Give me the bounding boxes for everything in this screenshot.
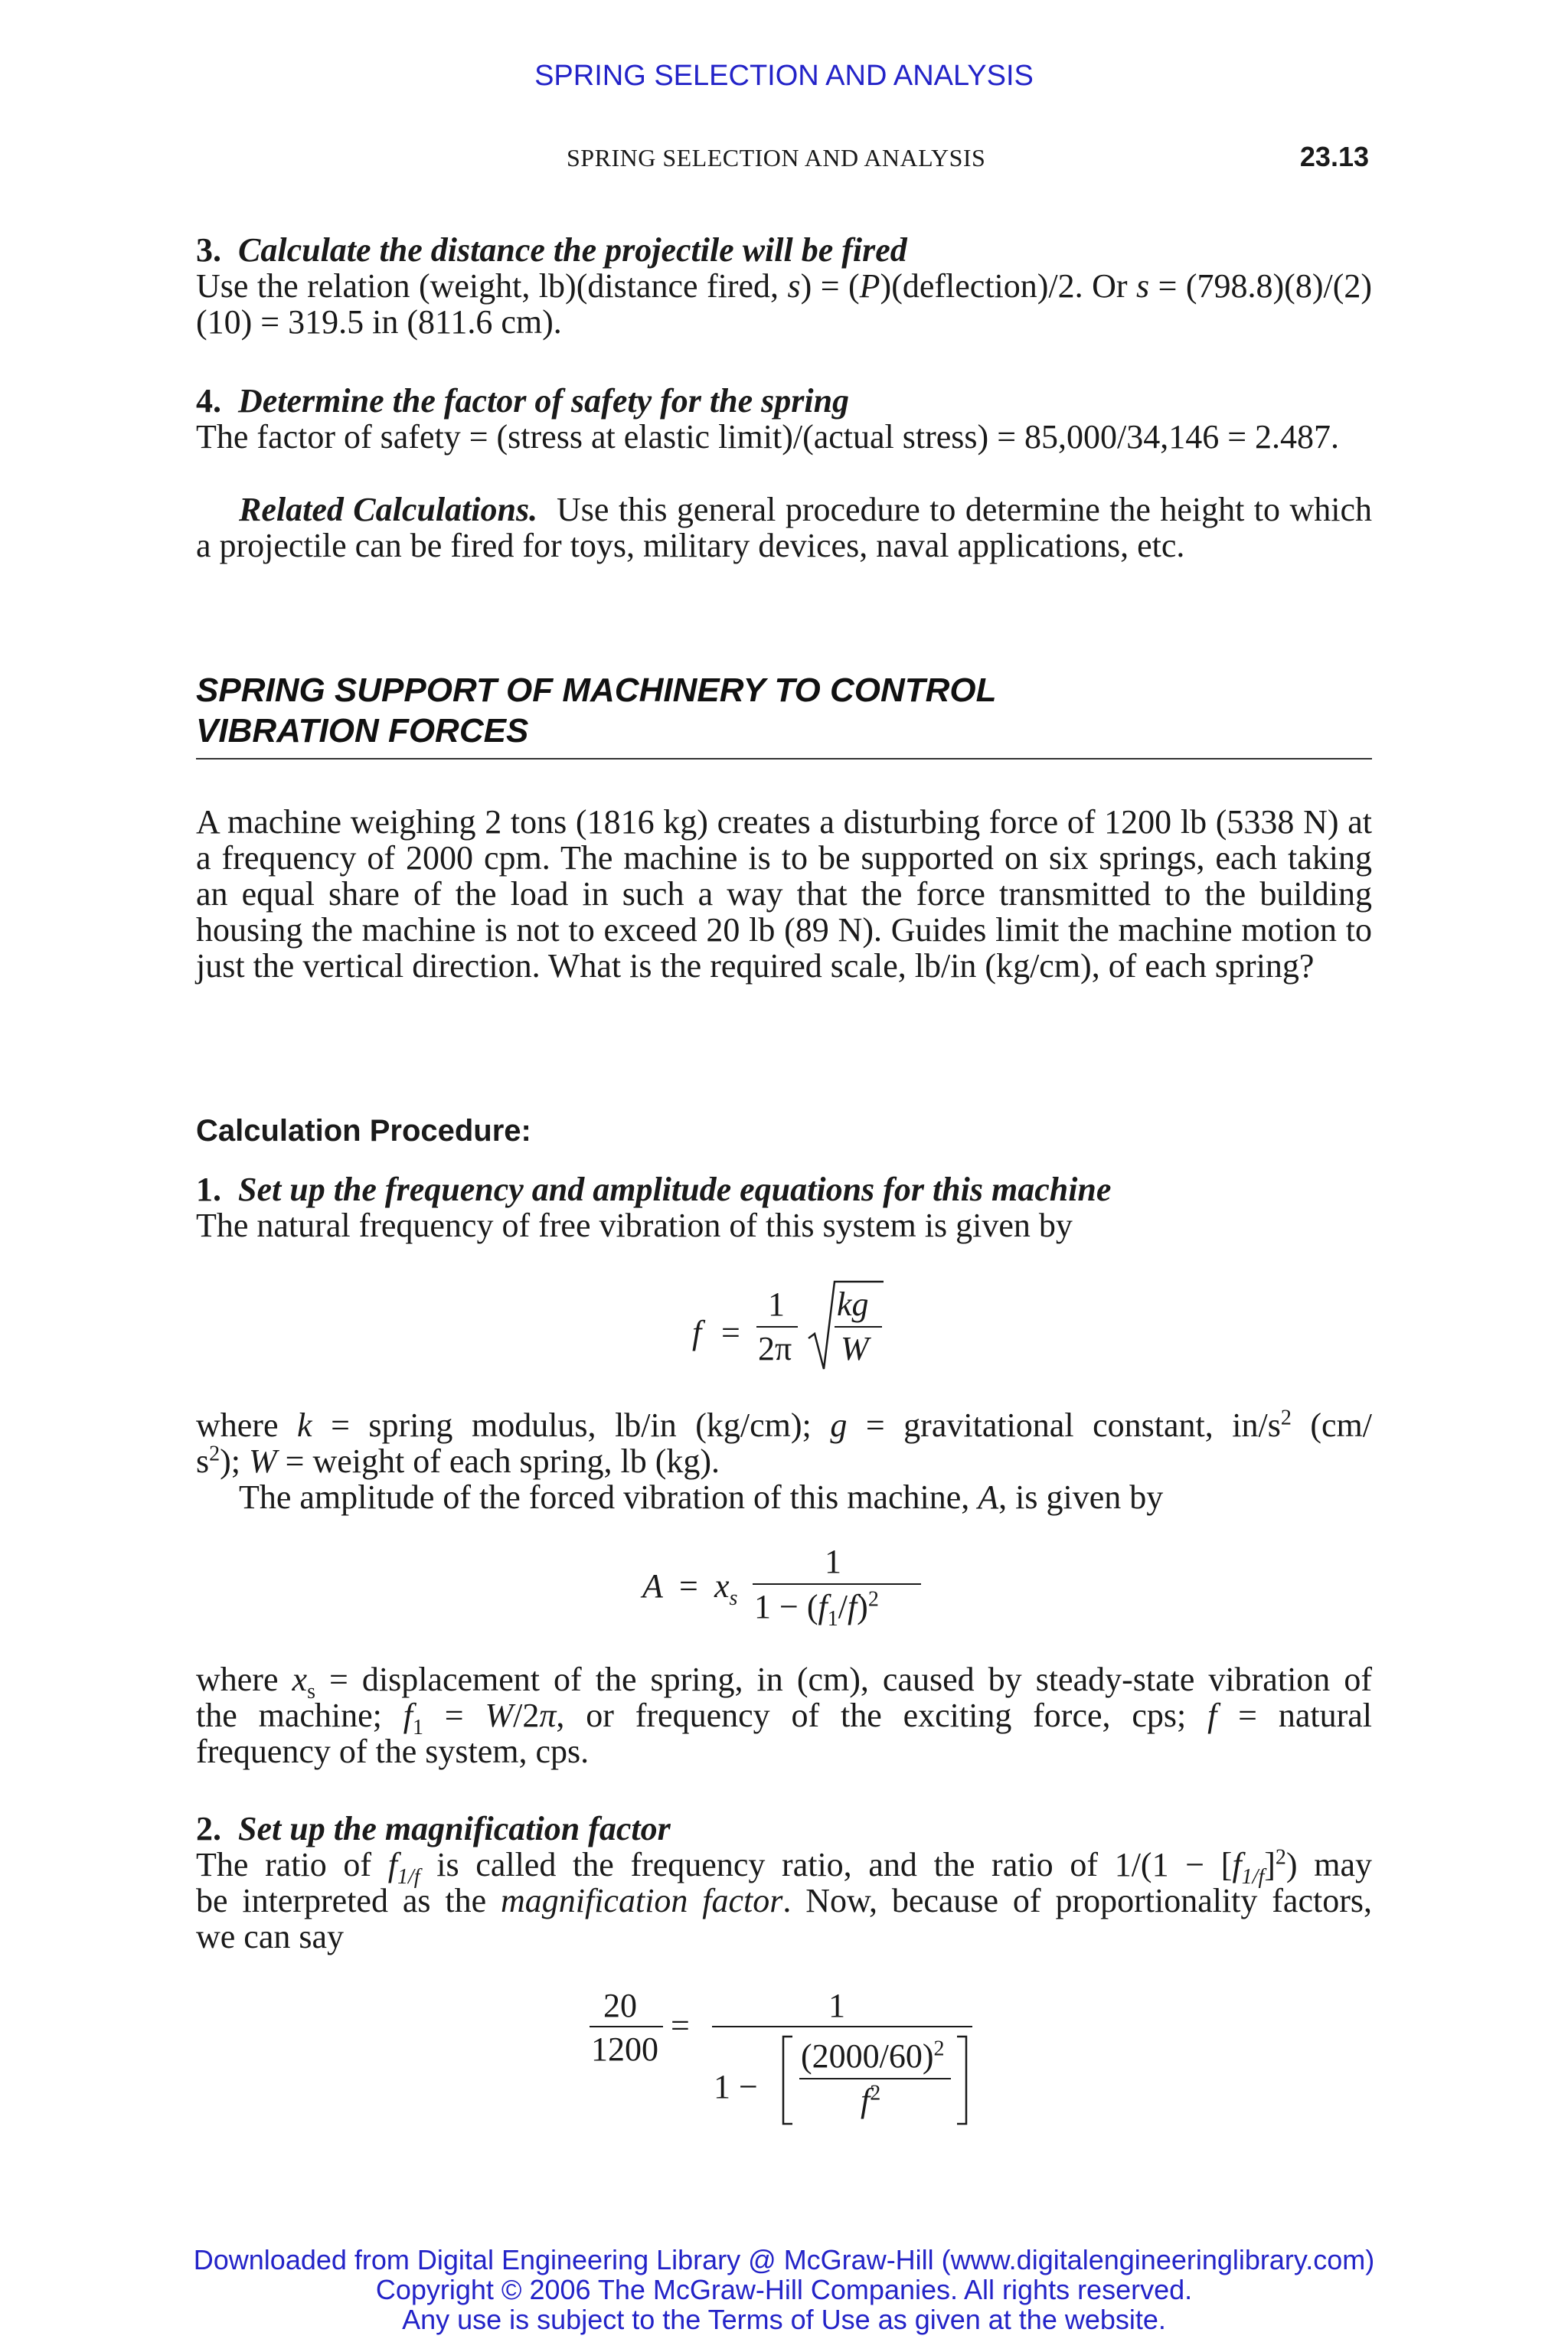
var: s <box>1136 267 1150 305</box>
step3-text <box>196 268 1372 340</box>
inner-num <box>801 2037 945 2076</box>
step1-text: The natural frequency of free vibration of this system is given by <box>196 1207 1073 1244</box>
magnification-equation <box>590 1983 1003 2128</box>
eq-one-minus: 1 − <box>714 2068 758 2105</box>
footer-terms: Any use is subject to the Terms of Use as given at the website. <box>402 2304 1166 2335</box>
text-fragment: where <box>196 1661 292 1698</box>
superscript: 2 <box>870 2081 881 2105</box>
eq-x <box>714 1566 738 1610</box>
text-fragment: = weight of each spring, lb (kg). <box>276 1442 720 1480</box>
var: f <box>1232 1846 1242 1883</box>
subscript: 1 <box>412 1715 423 1740</box>
section-title-line: VIBRATION FORCES <box>196 712 529 750</box>
text-fragment: 1 − ( <box>754 1588 818 1625</box>
text-fragment: ) <box>857 1588 868 1625</box>
footer <box>0 2245 1568 2334</box>
eq-den: 1200 <box>591 2030 658 2068</box>
superscript: 2 <box>1280 1406 1292 1430</box>
step-title: Set up the frequency and amplitude equations for this machine <box>238 1171 1112 1208</box>
step-title: Calculate the distance the projectile will be fired <box>238 231 907 269</box>
fraction-bar <box>712 2026 972 2027</box>
subscript: s <box>307 1679 315 1704</box>
var: s <box>787 267 801 305</box>
step-number: 1. <box>196 1171 221 1208</box>
var: f <box>818 1588 828 1625</box>
fraction-bar <box>756 1326 798 1328</box>
text-fragment: = spring modulus, lb/in (kg/cm); <box>312 1406 831 1444</box>
amplitude-equation <box>639 1539 946 1631</box>
text-fragment: ); <box>220 1442 250 1480</box>
step-number: 2. <box>196 1810 221 1847</box>
text-fragment: be interpreted as the <box>196 1882 501 1919</box>
text-fragment: ) may <box>1285 1846 1372 1883</box>
var: f <box>387 1846 397 1883</box>
section-rule <box>196 758 1372 760</box>
subscript: 1/f <box>1241 1864 1265 1889</box>
eq-num: 20 <box>603 1987 637 2024</box>
eq-sign: = <box>679 1567 698 1605</box>
step-number: 4. <box>196 382 221 420</box>
superscript: 2 <box>867 1587 879 1612</box>
section-title <box>196 670 1372 751</box>
frequency-equation <box>689 1279 919 1378</box>
text-fragment: the machine; <box>196 1697 403 1734</box>
where-clause-2 <box>196 1661 1372 1769</box>
inner-fraction-bar <box>799 2078 951 2079</box>
text-line: frequency of the system, cps. <box>196 1733 590 1770</box>
text-fragment: )(deflection)/2. Or <box>880 267 1136 305</box>
page-number: 23.13 <box>1299 141 1369 172</box>
text-fragment: . Now, because of proportionality factors, <box>782 1882 1372 1919</box>
var: A <box>978 1478 999 1516</box>
eq-lhs: f <box>692 1314 702 1351</box>
var: W <box>485 1697 514 1734</box>
eq-den: 2π <box>758 1330 792 1367</box>
right-bracket <box>951 2034 974 2127</box>
var: W <box>249 1442 277 1480</box>
step-number: 3. <box>196 231 221 269</box>
eq-den <box>754 1587 879 1631</box>
var: g <box>830 1406 848 1444</box>
eq-num: 1 <box>768 1285 785 1323</box>
header-link[interactable]: SPRING SELECTION AND ANALYSIS <box>534 60 1034 92</box>
text-fragment: , or frequency of the exciting force, cps; <box>556 1697 1208 1734</box>
text-fragment: = (798.8)(8)/(2)(10) = 319.5 in (811.6 cm). <box>196 267 1372 341</box>
step2-text <box>196 1847 1372 1955</box>
subscript: 1/f <box>397 1864 420 1889</box>
var: f <box>847 1588 858 1625</box>
where-clause-1 <box>196 1407 1372 1515</box>
fraction-bar <box>753 1583 921 1585</box>
var: f <box>403 1697 413 1734</box>
text-fragment: ] <box>1264 1846 1276 1883</box>
radicand-num: kg <box>837 1285 869 1323</box>
text-fragment: = gravitational constant, in/s <box>847 1406 1281 1444</box>
text-fragment: The ratio of <box>196 1846 388 1883</box>
text-fragment: where <box>196 1406 298 1444</box>
var: k <box>297 1406 312 1444</box>
fraction-bar <box>590 2026 663 2027</box>
superscript: 2 <box>1275 1845 1286 1870</box>
text-fragment: = displacement of the spring, in (cm), caused by steady-state vibration of <box>315 1661 1372 1698</box>
eq-sign: = <box>721 1314 740 1351</box>
eq-num: 1 <box>825 1543 841 1580</box>
text-fragment: The amplitude of the forced vibration of this machine, <box>239 1478 978 1516</box>
superscript: 2 <box>209 1442 220 1466</box>
var: x <box>292 1661 308 1698</box>
inner-den <box>861 2081 880 2120</box>
text-fragment: (2000/60) <box>801 2037 934 2075</box>
text-fragment: /2 <box>513 1697 540 1734</box>
running-head: SPRING SELECTION AND ANALYSIS <box>567 144 986 172</box>
step4-text: The factor of safety = (stress at elastic limit)/(actual stress) = 85,000/34,146 = 2.487. <box>196 418 1340 456</box>
footer-copyright: Copyright © 2006 The McGraw-Hill Companies. All rights reserved. <box>375 2274 1193 2305</box>
related-text: Use this general procedure to determine the height to which a projectile can be fired for toys, military devices, naval applications, etc. <box>196 491 1372 564</box>
var: x <box>714 1567 730 1605</box>
step4-heading <box>196 383 1372 419</box>
var: f <box>1207 1697 1217 1734</box>
text-fragment: = natural <box>1217 1697 1372 1734</box>
eq-sign: = <box>671 2007 690 2044</box>
problem-statement: A machine weighing 2 tons (1816 kg) creates a disturbing force of 1200 lb (5338 N) at a frequency of 2000 cpm. The machine is to be supported on six springs, each taking an equal share of the load in such a way that the force transmitted to the building housing the machine is not to exceed 20 lb (89 N). Guides limit the machine motion to just the vertical direction. What is the required scale, lb/in (kg/cm), of each spring? <box>196 803 1372 985</box>
eq-lhs: A <box>642 1567 663 1605</box>
step-title: Set up the magnification factor <box>238 1810 671 1847</box>
text-fragment: is called the frequency ratio, and the ratio of 1/(1 − [ <box>420 1846 1233 1883</box>
step-title: Determine the factor of safety for the spring <box>238 382 850 420</box>
emphasis: magnification factor <box>500 1882 783 1919</box>
text-fragment: Use the relation (weight, lb)(distance fired, <box>196 267 788 305</box>
var: f <box>861 2082 871 2119</box>
section-title-line: SPRING SUPPORT OF MACHINERY TO CONTROL <box>196 671 997 709</box>
text-fragment: , is given by <box>998 1478 1164 1516</box>
step3-heading <box>196 232 1372 268</box>
superscript: 2 <box>933 2037 945 2061</box>
eq-num: 1 <box>828 1987 845 2024</box>
step1-heading <box>196 1171 1372 1207</box>
left-bracket <box>777 2034 800 2127</box>
text-fragment: ) = ( <box>800 267 860 305</box>
step2-heading <box>196 1811 1372 1847</box>
procedure-heading: Calculation Procedure: <box>196 1114 531 1148</box>
footer-link[interactable]: Downloaded from Digital Engineering Library @ McGraw-Hill (www.digitalengineeringlibrary.com) <box>193 2244 1375 2275</box>
related-calculations <box>196 492 1372 564</box>
var: π <box>539 1697 557 1734</box>
text-fragment: / <box>838 1588 848 1625</box>
var: P <box>859 267 880 305</box>
radicand-den: W <box>841 1330 869 1367</box>
related-label: Related Calculations. <box>239 491 538 528</box>
radicand-bar <box>835 1326 882 1328</box>
text-line: we can say <box>196 1918 345 1955</box>
text-fragment: = <box>423 1697 485 1734</box>
text-fragment: (cm/ <box>1291 1406 1372 1444</box>
subscript: s <box>729 1586 738 1610</box>
text-fragment: s <box>196 1442 210 1480</box>
subscript: 1 <box>827 1606 838 1631</box>
